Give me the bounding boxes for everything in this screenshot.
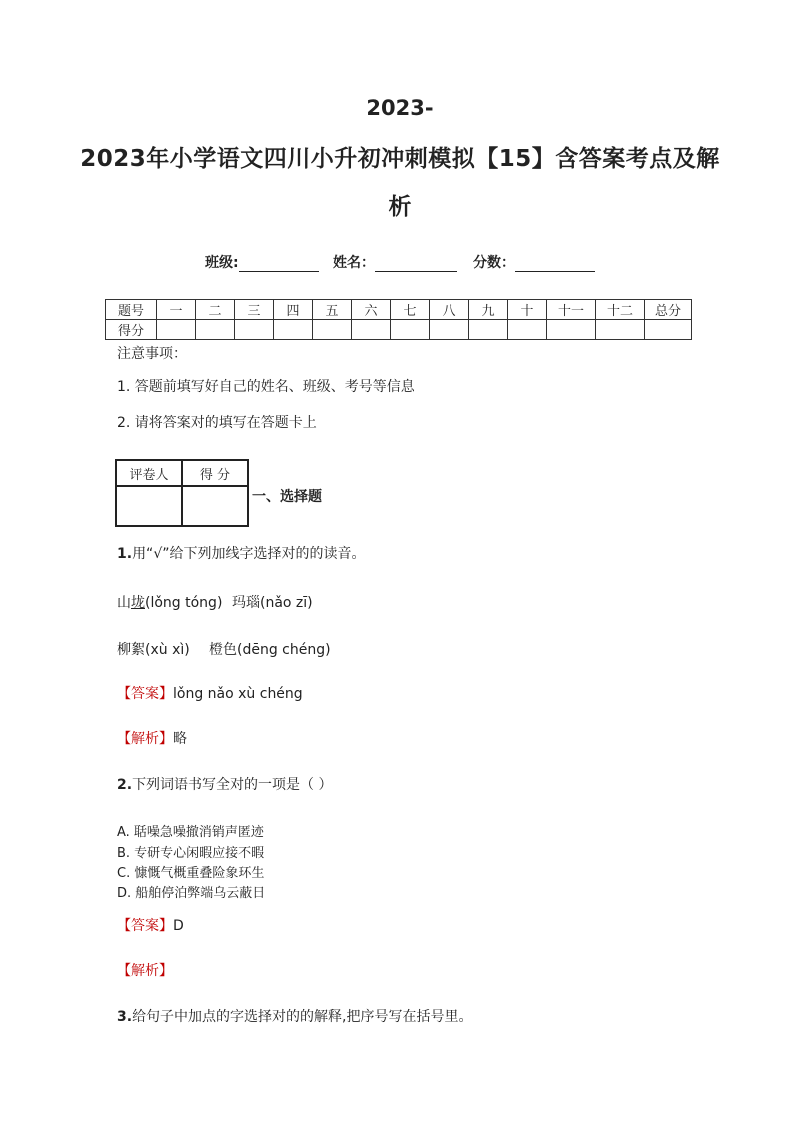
q1-item-a-prefix: 山: [117, 595, 131, 611]
q1-item-c: 柳絮(xù xì): [117, 642, 190, 658]
analysis-tag: 【解析】: [117, 963, 173, 979]
score-col: 八: [430, 300, 469, 320]
q1-item-a: [117, 592, 222, 612]
answer-text: D: [173, 918, 184, 934]
score-table-header-label: 题号: [106, 300, 157, 320]
grader-reviewer-cell[interactable]: [116, 486, 182, 526]
q2-analysis: [117, 960, 173, 980]
class-blank[interactable]: [239, 255, 319, 272]
question-number: 3.: [117, 1009, 133, 1025]
score-cell[interactable]: [313, 320, 352, 340]
question-3: [117, 1006, 473, 1026]
score-cell[interactable]: [391, 320, 430, 340]
question-2: [117, 774, 333, 794]
score-blank[interactable]: [515, 255, 595, 272]
score-col: 四: [274, 300, 313, 320]
q1-item-b: 玛瑙(nǎo zī): [232, 595, 313, 611]
analysis-tag: 【解析】: [117, 731, 173, 747]
score-cell[interactable]: [596, 320, 645, 340]
score-table-score-row: [106, 320, 692, 340]
q2-option-d: D. 船舶停泊弊端乌云蔽日: [117, 886, 266, 901]
class-field: [205, 252, 319, 272]
score-table-header-row: [106, 300, 692, 320]
notes-item: 2. 请将答案对的填写在答题卡上: [117, 415, 317, 431]
score-col: 十一: [547, 300, 596, 320]
score-cell[interactable]: [430, 320, 469, 340]
score-cell[interactable]: [157, 320, 196, 340]
name-field: [333, 252, 457, 272]
grader-reviewer-label: 评卷人: [116, 460, 182, 486]
score-col: 五: [313, 300, 352, 320]
score-col: 总分: [645, 300, 692, 320]
score-cell[interactable]: [645, 320, 692, 340]
score-cell[interactable]: [508, 320, 547, 340]
grader-score-label: 得 分: [182, 460, 248, 486]
question-number: 1.: [117, 546, 133, 562]
score-col: 三: [235, 300, 274, 320]
q2-option-c: C. 慷慨气概重叠险象环生: [117, 866, 265, 881]
answer-tag: 【答案】: [117, 686, 173, 702]
notes-item: 1. 答题前填写好自己的姓名、班级、考号等信息: [117, 379, 415, 395]
q1-item-d: 橙色(dēng chéng): [209, 642, 331, 658]
grader-box: [115, 459, 249, 527]
score-col: 六: [352, 300, 391, 320]
score-cell[interactable]: [235, 320, 274, 340]
answer-text: lǒng nǎo xù chéng: [173, 686, 303, 702]
score-cell[interactable]: [352, 320, 391, 340]
page-title-line1: 2023-: [366, 96, 434, 120]
score-field: [473, 252, 595, 272]
question-text: 给句子中加点的字选择对的的解释,把序号写在括号里。: [132, 1009, 473, 1025]
score-cell[interactable]: [196, 320, 235, 340]
score-table: [105, 299, 692, 340]
answer-tag: 【答案】: [117, 918, 173, 934]
analysis-text: 略: [173, 731, 187, 747]
page-title-line2: 2023年小学语文四川小升初冲刺模拟【15】含答案考点及解: [80, 146, 720, 172]
notes-heading: 注意事项：: [117, 346, 187, 362]
score-label: 分数：: [473, 255, 515, 271]
question-text: 用“√”给下列加线字选择对的的读音。: [132, 546, 366, 562]
score-col: 十二: [596, 300, 645, 320]
score-table-row-label: 得分: [106, 320, 157, 340]
score-col: 一: [157, 300, 196, 320]
name-blank[interactable]: [375, 255, 457, 272]
q1-item-a-underlined: 垅: [131, 595, 145, 611]
section-title: 一、选择题: [252, 489, 322, 505]
name-label: 姓名：: [333, 255, 375, 271]
score-col: 十: [508, 300, 547, 320]
score-cell[interactable]: [547, 320, 596, 340]
score-col: 二: [196, 300, 235, 320]
page-title-line3: 析: [388, 194, 412, 220]
class-label: 班级:: [205, 255, 239, 271]
q2-answer: [117, 915, 184, 935]
grader-score-cell[interactable]: [182, 486, 248, 526]
q1-item-a-pinyin: (lǒng tóng): [145, 595, 223, 611]
q1-answer: [117, 683, 303, 703]
question-number: 2.: [117, 777, 133, 793]
q2-option-a: A. 聒噪急噪撤消销声匿迹: [117, 825, 264, 840]
score-col: 七: [391, 300, 430, 320]
score-cell[interactable]: [274, 320, 313, 340]
question-1: [117, 543, 366, 563]
question-text: 下列词语书写全对的一项是（ ）: [132, 777, 333, 793]
score-cell[interactable]: [469, 320, 508, 340]
q2-option-b: B. 专研专心闲暇应接不暇: [117, 846, 265, 861]
score-col: 九: [469, 300, 508, 320]
q1-analysis: [117, 728, 187, 748]
